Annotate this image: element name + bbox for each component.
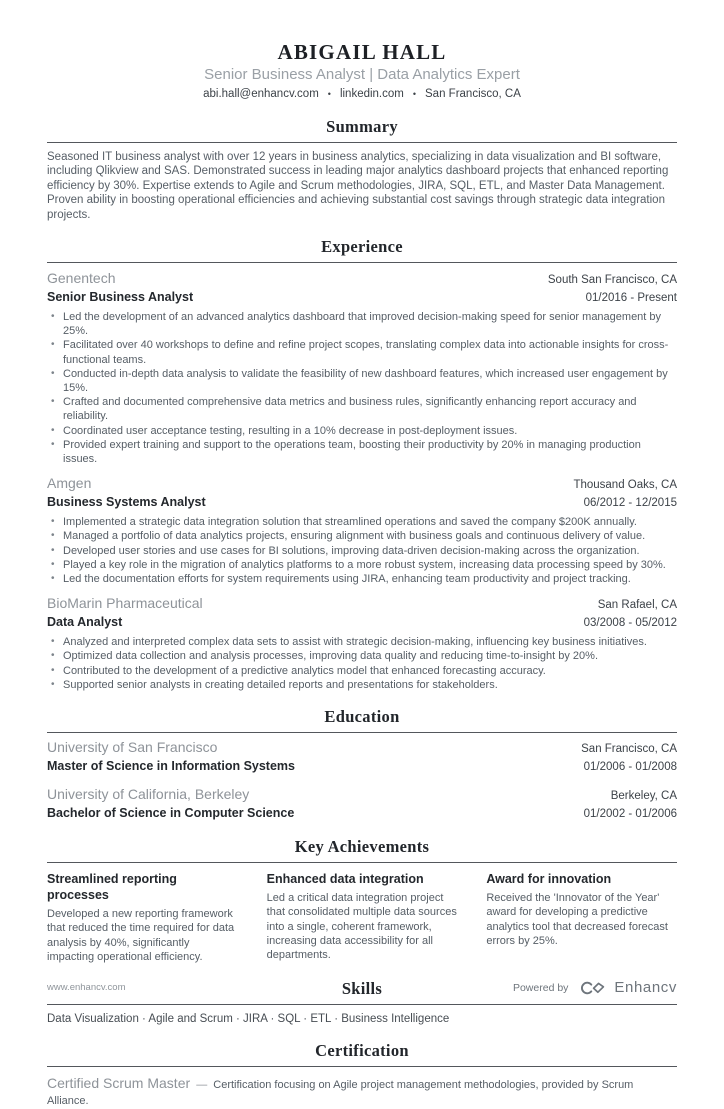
school-location: San Francisco, CA (581, 743, 677, 756)
section-rule (47, 262, 677, 263)
certification-heading: Certification (315, 1040, 409, 1060)
education-header-row (47, 786, 677, 805)
bullet-item: • Crafted and documented comprehensive data metrics and business rules, significantly enhancing report accuracy and reliability. (47, 395, 677, 423)
bullet-item: • Supported senior analysts in creating detailed reports and presentations for stakeholders. (47, 678, 677, 692)
education-entry (47, 739, 677, 775)
job-dates: 06/2012 - 12/2015 (583, 497, 677, 510)
bullet-item: • Led the development of an advanced analytics dashboard that improved decision-making speed for senior management by 25%. (47, 310, 677, 338)
job-bullets (47, 310, 677, 466)
certification-separator: — (196, 1078, 208, 1091)
candidate-name: ABIGAIL HALL (277, 40, 447, 64)
summary-heading: Summary (326, 117, 398, 136)
job-title-row (47, 614, 677, 631)
section-rule (47, 142, 677, 143)
contact-separator-icon: • (412, 89, 417, 99)
education-header-row (47, 739, 677, 758)
bullet-item: • Led the documentation efforts for system requirements using JIRA, enhancing team productivity and project tracking. (47, 572, 677, 586)
achievement-card (47, 871, 238, 964)
bullet-item: • Implemented a strategic data integration solution that streamlined operations and saved the company $200K annually. (47, 515, 677, 529)
school-location: Berkeley, CA (610, 790, 677, 803)
bullet-item: • Conducted in-depth data analysis to validate the feasibility of new dashboard features, which increased user engagement by 15%. (47, 367, 677, 395)
job-title: Senior Business Analyst (47, 290, 194, 305)
education-degree-row (47, 805, 677, 822)
company-name: Genentech (47, 270, 116, 287)
experience-heading: Experience (321, 237, 403, 257)
company-name: BioMarin Pharmaceutical (47, 595, 203, 612)
job-dates: 03/2008 - 05/2012 (583, 617, 677, 630)
job-entry (47, 595, 677, 692)
bullet-item: • Provided expert training and support to the operations team, boosting their productivity by 20% in managing production issues. (47, 438, 677, 466)
contact-linkedin[interactable]: linkedin.com (339, 88, 404, 100)
degree: Bachelor of Science in Computer Science (47, 806, 295, 821)
achievement-text: Developed a new reporting framework that reduced the time required for data analysis by 40%, significantly impacting operational efficiency. (47, 908, 235, 963)
bullet-item: • Played a key role in the migration of analytics platforms to a more robust system, increasing data processing speed by 30%. (47, 558, 677, 572)
enhancv-infinity-icon (579, 980, 607, 996)
achievement-text: Received the 'Innovator of the Year' award for developing a predictive analytics tool that decreased forecast errors by 25%. (486, 892, 668, 947)
section-education (47, 707, 677, 822)
achievement-title: Enhanced data integration (266, 872, 424, 887)
job-location: South San Francisco, CA (547, 274, 677, 287)
section-rule (47, 1066, 677, 1067)
section-achievements (47, 837, 677, 964)
job-bullets (47, 515, 677, 586)
job-header-row (47, 475, 677, 494)
section-rule (47, 1004, 677, 1005)
bullet-item: • Managed a portfolio of data analytics projects, ensuring alignment with business goals and continuous delivery of value. (47, 529, 677, 543)
job-title: Data Analyst (47, 615, 123, 630)
education-dates: 01/2006 - 01/2008 (583, 761, 677, 774)
section-certification (47, 1041, 677, 1109)
job-title-row (47, 289, 677, 306)
footer-brand-area (513, 979, 677, 996)
enhancv-logo[interactable] (579, 979, 677, 996)
footer-url[interactable]: www.enhancv.com (47, 982, 126, 993)
bullet-item: • Contributed to the development of a predictive analytics model that enhanced forecasting accuracy. (47, 664, 677, 678)
contact-line (47, 87, 677, 102)
company-name: Amgen (47, 475, 92, 492)
education-dates: 01/2002 - 01/2006 (583, 808, 677, 821)
summary-text: Seasoned IT business analyst with over 12 years in business analytics, specializing in data visualization and BI software, including Qlikview and SAS. Demonstrated success in leading major analytics dashboard projects that enhanced reporting efficiency by 30%. Expertise extends to Agile and Scrum methodologies, JIRA, SQL, ETL, and Master Data Management. Proven ability in boosting operational efficiencies and achieving substantial cost savings through strategic data integration projects. (47, 151, 669, 221)
job-entry (47, 475, 677, 586)
experience-entries (47, 270, 677, 692)
contact-location: San Francisco, CA (425, 88, 521, 100)
job-header-row (47, 270, 677, 289)
school-name: University of California, Berkeley (47, 786, 250, 803)
job-bullets (47, 635, 677, 692)
achievements-heading: Key Achievements (294, 837, 430, 857)
section-rule (47, 862, 677, 863)
school-name: University of San Francisco (47, 739, 218, 756)
powered-by-label: Powered by (512, 981, 569, 994)
skills-text: Data Visualization · Agile and Scrum · JIRA · SQL · ETL · Business Intelligence (47, 1012, 450, 1025)
achievement-title: Streamlined reporting processes (47, 872, 177, 903)
job-location: Thousand Oaks, CA (573, 479, 677, 492)
job-location: San Rafael, CA (597, 599, 677, 612)
job-dates: 01/2016 - Present (585, 292, 677, 305)
section-experience (47, 237, 677, 692)
job-entry (47, 270, 677, 466)
education-entries (47, 739, 677, 822)
resume-header (47, 40, 677, 102)
achievement-text: Led a critical data integration project that consolidated multiple data sources into a single, coherent framework, increasing data accessibility for all departments. (266, 892, 457, 961)
bullet-item: • Developed user stories and use cases for BI solutions, improving data-driven decision-making across the organization. (47, 544, 677, 558)
footer (47, 979, 677, 996)
bullet-item: • Analyzed and interpreted complex data sets to assist with strategic decision-making, influencing key business initiatives. (47, 635, 677, 649)
contact-separator-icon: • (327, 89, 331, 99)
job-title: Business Systems Analyst (47, 495, 206, 510)
candidate-title: Senior Business Analyst | Data Analytics Expert (204, 66, 520, 83)
certification-text: Certification focusing on Agile project management methodologies, provided by Scrum Alliance. (47, 1078, 634, 1107)
achievement-card (267, 871, 458, 964)
degree: Master of Science in Information Systems (47, 759, 295, 774)
job-title-row (47, 494, 677, 511)
bullet-item: • Coordinated user acceptance testing, resulting in a 10% decrease in post-deployment issues. (47, 424, 677, 438)
education-entry (47, 786, 677, 822)
skills-heading: Skills (341, 978, 383, 998)
achievements-grid (47, 871, 677, 964)
education-heading: Education (324, 707, 400, 727)
achievement-card (486, 871, 677, 964)
education-degree-row (47, 758, 677, 775)
achievement-title: Award for innovation (486, 872, 612, 887)
section-rule (47, 732, 677, 733)
contact-email[interactable]: abi.hall@enhancv.com (203, 88, 319, 100)
enhancv-brand: Enhancv (614, 979, 677, 996)
bullet-item: • Optimized data collection and analysis processes, improving data quality and reducing time-to-insight by 20%. (47, 649, 677, 663)
bullet-item: • Facilitated over 40 workshops to define and refine project scopes, translating complex data into actionable insights for cross-functional teams. (47, 338, 677, 366)
certification-line (47, 1075, 677, 1109)
section-summary (47, 117, 677, 222)
job-header-row (47, 595, 677, 614)
certification-name: Certified Scrum Master (47, 1074, 191, 1091)
